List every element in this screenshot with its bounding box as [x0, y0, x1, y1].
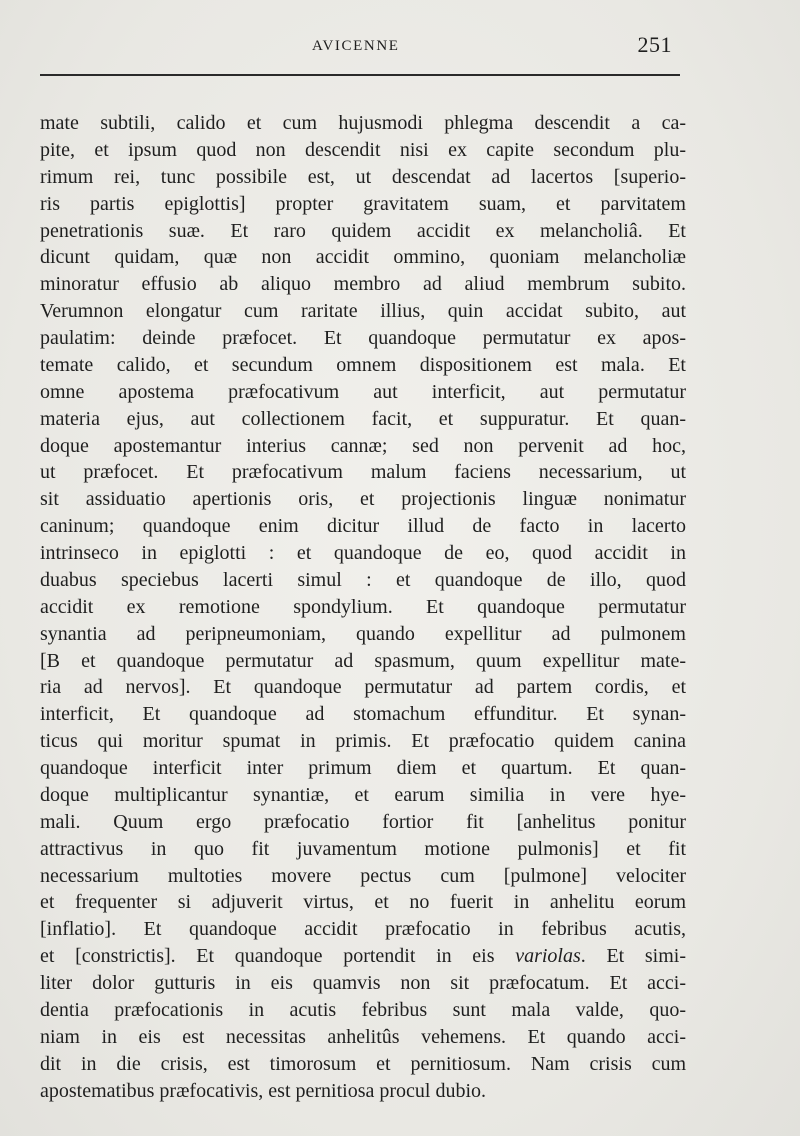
running-head: AVICENNE	[312, 38, 400, 54]
text-line: attractivus in quo fit juvamentum motione pulmonis] et fit	[40, 837, 686, 860]
text-line: temate calido, et secundum omnem dispositionem est mala. Et	[40, 353, 686, 376]
text-line: doque multiplicantur synantiæ, et earum similia in vere hye-	[40, 783, 686, 806]
text-line: caninum; quandoque enim dicitur illud de facto in lacerto	[40, 515, 686, 538]
text-segment: et [constrictis]. Et quandoque portendit in eis	[40, 945, 516, 968]
body-text	[40, 110, 686, 1104]
text-line: pite, et ipsum quod non descendit nisi ex capite secondum plu-	[40, 138, 686, 161]
text-line: dentia præfocationis in acutis febribus sunt mala valde, quo-	[40, 998, 686, 1021]
text-segment: . Et simi-	[580, 945, 687, 968]
text-line: dicunt quidam, quæ non accidit ommino, quoniam melancholiæ	[40, 246, 686, 269]
text-line: doque apostemantur interius cannæ; sed non pervenit ad hoc,	[40, 434, 686, 457]
text-line: omne apostema præfocativum aut interficit, aut permutatur	[40, 380, 686, 403]
text-line: et frequenter si adjuverit virtus, et no fuerit in anhelitu eorum	[40, 891, 686, 914]
text-line: [inflatio]. Et quandoque accidit præfocatio in febribus acutis,	[40, 918, 686, 941]
text-line: liter dolor gutturis in eis quamvis non sit præfocatum. Et acci-	[40, 972, 686, 994]
text-line: intrinseco in epiglotti : et quandoque de eo, quod accidit in	[40, 542, 686, 564]
text-line: synantia ad peripneumoniam, quando expellitur ad pulmonem	[40, 622, 686, 645]
text-line: minoratur effusio ab aliquo membro ad aliud membrum subito.	[40, 273, 686, 296]
text-line: dit in die crisis, est timorosum et pernitiosum. Nam crisis cum	[40, 1052, 686, 1075]
italic-word: variolas	[515, 945, 581, 968]
text-line	[40, 943, 686, 970]
text-line: ris partis epiglottis] propter gravitatem suam, et parvitatem	[40, 192, 686, 215]
text-line: apostematibus præfocativis, est pernitiosa procul dubio.	[40, 1079, 487, 1102]
text-line: ticus qui moritur spumat in primis. Et præfocatio quidem canina	[40, 730, 686, 753]
text-line: sit assiduatio apertionis oris, et projectionis linguæ nonimatur	[40, 488, 686, 511]
page-number: 251	[637, 32, 672, 57]
text-line: necessarium multoties movere pectus cum [pulmone] velociter	[40, 864, 686, 887]
text-line: [B et quandoque permutatur ad spasmum, quum expellitur mate-	[40, 649, 686, 672]
text-line: duabus speciebus lacerti simul : et quandoque de illo, quod	[40, 568, 686, 591]
text-line: rimum rei, tunc possibile est, ut descendat ad lacertos [superio-	[40, 165, 686, 188]
text-line: niam in eis est necessitas anhelitûs vehemens. Et quando acci-	[40, 1025, 686, 1048]
text-line: interficit, Et quandoque ad stomachum effunditur. Et synan-	[40, 703, 686, 726]
text-line: ria ad nervos]. Et quandoque permutatur ad partem cordis, et	[40, 676, 686, 699]
text-line: penetrationis suæ. Et raro quidem accidit ex melancholiâ. Et	[40, 219, 686, 242]
text-line: quandoque interficit inter primum diem et quartum. Et quan-	[40, 757, 686, 779]
text-line: ut præfocet. Et præfocativum malum faciens necessarium, ut	[40, 461, 686, 484]
text-line: materia ejus, aut collectionem facit, et suppuratur. Et quan-	[40, 407, 686, 430]
text-line: mali. Quum ergo præfocatio fortior fit [anhelitus ponitur	[40, 810, 686, 833]
page-header	[40, 34, 680, 76]
text-line: Verumnon elongatur cum raritate illius, quin accidat subito, aut	[40, 300, 686, 323]
text-line: accidit ex remotione spondylium. Et quandoque permutatur	[40, 595, 686, 618]
text-line: mate subtili, calido et cum hujusmodi phlegma descendit a ca-	[40, 112, 686, 134]
text-line: paulatim: deinde præfocet. Et quandoque permutatur ex apos-	[40, 327, 686, 349]
